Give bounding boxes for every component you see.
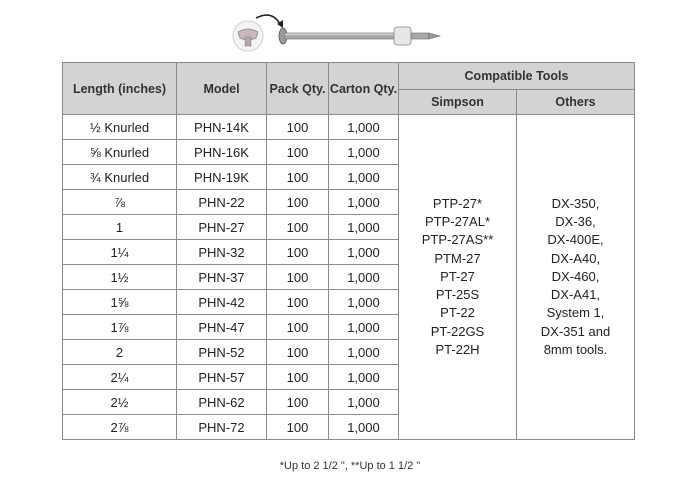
simpson-tool: PTP-27AS** <box>421 232 494 248</box>
cell-carton-qty: 1,000 <box>329 290 399 315</box>
header-others: Others <box>517 90 635 115</box>
other-tool: 8mm tools. <box>543 341 608 357</box>
pin-head-closeup-icon <box>233 21 263 51</box>
header-length: Length (inches) <box>63 63 177 115</box>
cell-length: 2¼ <box>63 365 177 390</box>
table-body <box>63 115 635 440</box>
other-tool: DX-36, <box>555 214 596 230</box>
simpson-tools-cell <box>399 115 517 440</box>
cell-length: 1⅞ <box>63 315 177 340</box>
cell-length: 1¼ <box>63 240 177 265</box>
cell-carton-qty: 1,000 <box>329 190 399 215</box>
cell-carton-qty: 1,000 <box>329 215 399 240</box>
cell-length: ⅝ Knurled <box>63 140 177 165</box>
cell-carton-qty: 1,000 <box>329 165 399 190</box>
cell-carton-qty: 1,000 <box>329 315 399 340</box>
pin-icon <box>279 27 440 45</box>
cell-length: 2⅞ <box>63 415 177 440</box>
cell-carton-qty: 1,000 <box>329 265 399 290</box>
other-tool: DX-460, <box>551 268 600 284</box>
cell-pack-qty: 100 <box>267 140 329 165</box>
cell-carton-qty: 1,000 <box>329 415 399 440</box>
cell-length: 1⅝ <box>63 290 177 315</box>
cell-carton-qty: 1,000 <box>329 365 399 390</box>
cell-carton-qty: 1,000 <box>329 240 399 265</box>
header-model: Model <box>177 63 267 115</box>
other-tool: DX-351 and <box>540 323 611 339</box>
cell-length: 2½ <box>63 390 177 415</box>
simpson-tool: PTP-27* <box>432 196 483 212</box>
cell-pack-qty: 100 <box>267 290 329 315</box>
cell-carton-qty: 1,000 <box>329 390 399 415</box>
header-simpson: Simpson <box>399 90 517 115</box>
cell-length: ¾ Knurled <box>63 165 177 190</box>
cell-carton-qty: 1,000 <box>329 115 399 140</box>
cell-model: PHN-37 <box>177 265 267 290</box>
cell-carton-qty: 1,000 <box>329 140 399 165</box>
cell-model: PHN-22 <box>177 190 267 215</box>
header-compatible-tools: Compatible Tools <box>399 63 635 90</box>
simpson-tool: PTM-27 <box>434 250 481 266</box>
cell-length: 2 <box>63 340 177 365</box>
cell-pack-qty: 100 <box>267 340 329 365</box>
cell-model: PHN-52 <box>177 340 267 365</box>
cell-carton-qty: 1,000 <box>329 340 399 365</box>
footnote: *Up to 2 1/2 ", **Up to 1 1/2 " <box>279 460 421 472</box>
cell-length: ⅞ <box>63 190 177 215</box>
table-row <box>63 115 635 140</box>
cell-model: PHN-47 <box>177 315 267 340</box>
cell-length: 1 <box>63 215 177 240</box>
other-tools-cell <box>517 115 635 440</box>
other-tool: DX-350, <box>551 196 600 212</box>
simpson-tool: PT-22H <box>435 341 480 357</box>
cell-model: PHN-27 <box>177 215 267 240</box>
cell-pack-qty: 100 <box>267 215 329 240</box>
other-tool: DX-A41, <box>550 287 601 303</box>
simpson-tool: PTP-27AL* <box>424 214 491 230</box>
cell-model: PHN-72 <box>177 415 267 440</box>
cell-pack-qty: 100 <box>267 390 329 415</box>
simpson-tool: PT-22GS <box>430 323 485 339</box>
simpson-tool: PT-22 <box>440 305 475 321</box>
cell-model: PHN-42 <box>177 290 267 315</box>
cell-model: PHN-16K <box>177 140 267 165</box>
cell-pack-qty: 100 <box>267 315 329 340</box>
cell-pack-qty: 100 <box>267 115 329 140</box>
cell-pack-qty: 100 <box>267 265 329 290</box>
cell-pack-qty: 100 <box>267 165 329 190</box>
cell-pack-qty: 100 <box>267 415 329 440</box>
simpson-tool: PT-27 <box>440 268 475 284</box>
other-tool: DX-400E, <box>547 232 604 248</box>
cell-length: ½ Knurled <box>63 115 177 140</box>
other-tool: DX-A40, <box>550 250 601 266</box>
other-tool: System 1, <box>546 305 605 321</box>
pin-illustration <box>228 8 458 58</box>
simpson-tool: PT-25S <box>435 287 480 303</box>
cell-length: 1½ <box>63 265 177 290</box>
cell-model: PHN-32 <box>177 240 267 265</box>
cell-model: PHN-62 <box>177 390 267 415</box>
cell-model: PHN-57 <box>177 365 267 390</box>
cell-model: PHN-14K <box>177 115 267 140</box>
cell-model: PHN-19K <box>177 165 267 190</box>
cell-pack-qty: 100 <box>267 190 329 215</box>
cell-pack-qty: 100 <box>267 365 329 390</box>
curved-arrow-icon <box>256 15 280 24</box>
header-pack-qty: Pack Qty. <box>267 63 329 115</box>
specification-table <box>62 62 635 440</box>
header-carton-qty: Carton Qty. <box>329 63 399 115</box>
cell-pack-qty: 100 <box>267 240 329 265</box>
